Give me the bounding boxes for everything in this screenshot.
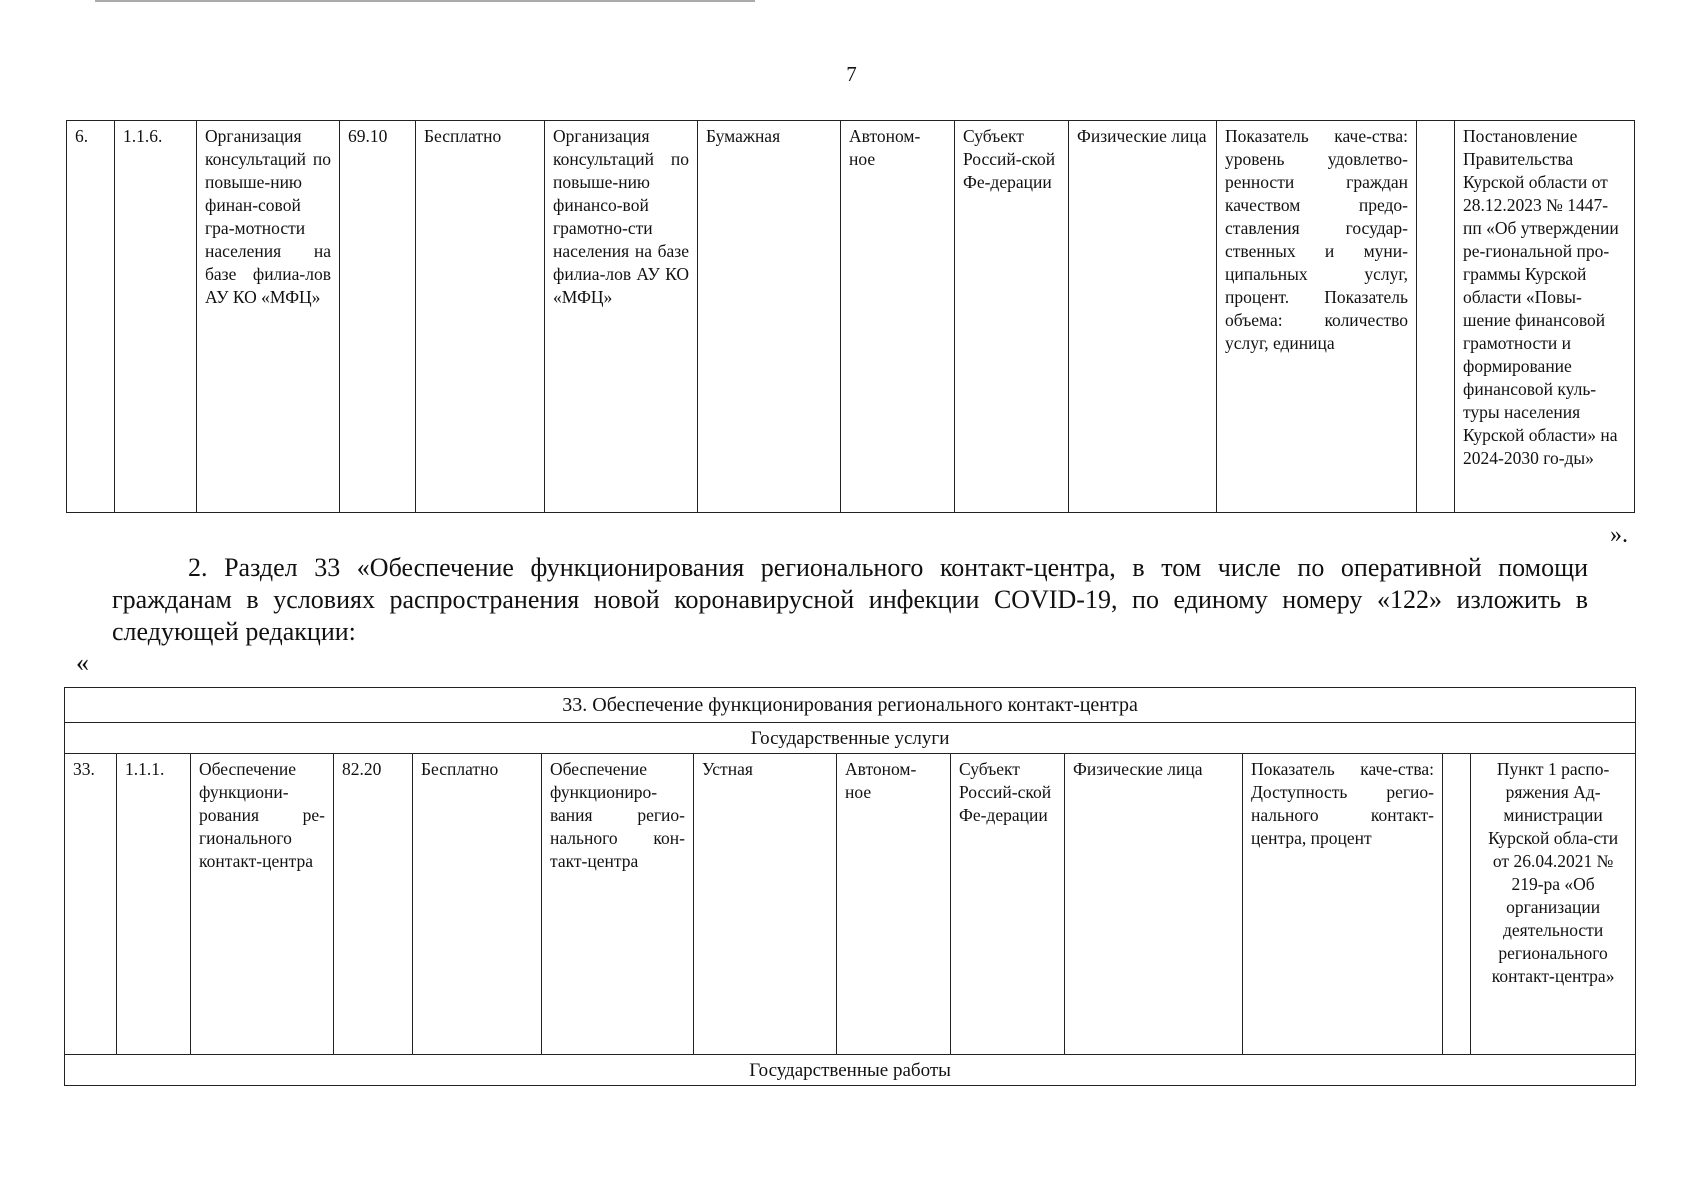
founder: Субъект Россий-ской Фе-дерации <box>955 121 1069 513</box>
service-content: Организация консультаций по повыше-нию финансо-вой грамотно-сти населения на базе филиа-лов АУ КО «МФЦ» <box>545 121 698 513</box>
institution-type: Автоном-ное <box>837 754 951 1055</box>
row-number: 33. <box>65 754 117 1055</box>
table-row <box>67 121 1635 513</box>
service-form: Бумажная <box>698 121 841 513</box>
okved-code: 69.10 <box>340 121 416 513</box>
table-section-33 <box>64 687 1636 1086</box>
table-section-6 <box>66 120 1635 513</box>
okved-code: 82.20 <box>334 754 413 1055</box>
section-title: 33. Обеспечение функционирования регионального контакт-центра <box>65 688 1636 723</box>
row-number: 6. <box>67 121 115 513</box>
group-heading-works: Государственные работы <box>65 1055 1636 1086</box>
group-heading-services: Государственные услуги <box>65 723 1636 754</box>
table-row <box>65 754 1636 1055</box>
empty-cell <box>1417 121 1455 513</box>
row-code: 1.1.6. <box>115 121 197 513</box>
group-row <box>65 723 1636 754</box>
row-code: 1.1.1. <box>117 754 191 1055</box>
closing-quote: ». <box>1610 522 1628 548</box>
group-row <box>65 1055 1636 1086</box>
service-name: Организация консультаций по повыше-нию финан-совой гра-мотности населения на базе филиа-лов АУ КО «МФЦ» <box>197 121 340 513</box>
legal-basis: Пункт 1 распо-ряжения Ад-министрации Курской обла-сти от 26.04.2021 № 219-ра «Об организации деятельности регионального контакт-центра» <box>1471 754 1636 1055</box>
indicators: Показатель каче-ства: Доступность регио-нального контакт-центра, процент <box>1243 754 1443 1055</box>
legal-basis: Постановление Правительства Курской области от 28.12.2023 № 1447-пп «Об утверждении ре-гиональной про-граммы Курской области «Повы-шение финансовой грамотности и формирование финансовой куль-туры населения Курской области» на 2024-2030 го-ды» <box>1455 121 1635 513</box>
empty-cell <box>1443 754 1471 1055</box>
opening-quote: « <box>76 648 89 677</box>
section-title-row <box>65 688 1636 723</box>
top-rule <box>95 0 755 2</box>
page-number: 7 <box>846 62 857 86</box>
service-form: Устная <box>694 754 837 1055</box>
consumers: Физические лица <box>1069 121 1217 513</box>
service-content: Обеспечение функциониро-вания регио-нального кон-такт-центра <box>542 754 694 1055</box>
amendment-paragraph: 2. Раздел 33 «Обеспечение функционирования регионального контакт-центра, в том числе по оперативной помощи гражданам в условиях распространения новой коронавирусной инфекции COVID-19, по единому номеру «122» изложить в следующей редакции: <box>112 553 1588 646</box>
payment-type: Бесплатно <box>416 121 545 513</box>
founder: Субъект Россий-ской Фе-дерации <box>951 754 1065 1055</box>
payment-type: Бесплатно <box>413 754 542 1055</box>
indicators: Показатель каче-ства: уровень удовлетво-ренности граждан качеством предо-ставления государ-ственных и муни-ципальных услуг, процент. Показатель объема: количество услуг, единица <box>1217 121 1417 513</box>
institution-type: Автоном-ное <box>841 121 955 513</box>
consumers: Физические лица <box>1065 754 1243 1055</box>
service-name: Обеспечение функциони-рования ре-гионального контакт-центра <box>191 754 334 1055</box>
